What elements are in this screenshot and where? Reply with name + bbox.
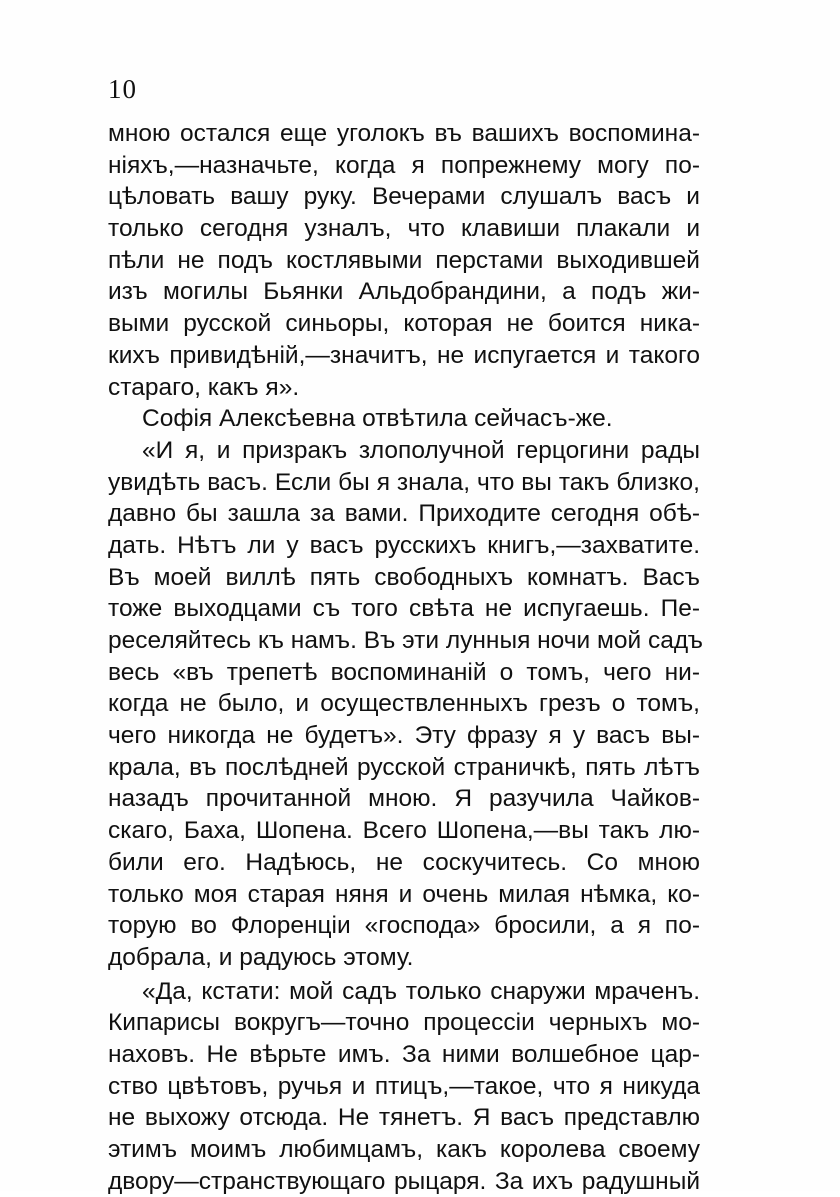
body-text [108,118,703,1197]
text-line: наховъ. Не вѣрьте имъ. За ними волшебное цар- [108,1040,700,1068]
text-line: ніяхъ,—назначьте, когда я попрежнему могу по- [108,151,700,179]
text-line: крала, въ послѣдней русской страничкѣ, пять лѣтъ [108,753,700,781]
text-line: цѣловать вашу руку. Вечерами слушалъ васъ и [108,183,700,211]
text-line: стараго, какъ я». [108,373,300,401]
text-line: давно бы зашла за вами. Приходите сегодня обѣ- [108,500,700,528]
text-line: когда не было, и осуществленныхъ грезъ о томъ, [108,690,700,718]
text-line: мною остался еще уголокъ въ вашихъ воспомина- [108,120,700,147]
text-line: выми русской синьоры, которая не боится ника- [108,310,700,338]
text-line: торую во Флоренціи «господа» бросили, а я по- [108,912,700,940]
text-line: назадъ прочитанной мною. Я разучила Чайков- [108,785,700,813]
text-line: только сегодня узналъ, что клавиши плакали и [108,215,700,243]
text-line: двору—странствующаго рыцаря. За ихъ радушный [108,1167,700,1195]
page-number: 10 [108,74,137,104]
paragraph-1 [108,118,700,403]
text-line: изъ могилы Бьянки Альдобрандини, а подъ жи- [108,278,700,306]
text-line: «Да, кстати: мой садъ только снаружи мраченъ. [142,977,700,1005]
text-line: Кипарисы вокругъ—точно процессіи черныхъ мо- [108,1009,700,1037]
text-line: били его. Надѣюсь, не соскучитесь. Со мною [108,848,700,876]
text-line: кихъ привидѣній,—значитъ, не испугается и такого [108,341,700,369]
text-line: Въ моей виллѣ пять свободныхъ комнатъ. Васъ [108,563,700,591]
text-line: «И я, и призракъ злополучной герцогини рады [142,436,700,464]
text-line: увидѣть васъ. Если бы я знала, что вы такъ близко, [108,468,700,496]
text-line: только моя старая няня и очень милая нѣмка, ко- [108,880,700,908]
text-line: добрала, и радуюсь этому. [108,943,414,971]
paragraph-3 [108,435,703,974]
text-line: пѣли не подъ костлявыми перстами выходившей [108,246,700,274]
text-line: чего никогда не будетъ». Эту фразу я у васъ вы- [108,722,700,750]
text-line: не выхожу отсюда. Не тянетъ. Я васъ представлю [108,1104,700,1132]
text-line: дать. Нѣтъ ли у васъ русскихъ книгъ,—захватите. [108,531,700,559]
text-line: этимъ моимъ любимцамъ, какъ королева своему [108,1136,700,1163]
paragraph-2 [108,403,700,435]
text-line: тоже выходцами съ того свѣта не испугаешь. Пе- [108,595,700,623]
text-line: скаго, Баха, Шопена. Всего Шопена,—вы такъ лю- [108,817,700,845]
text-line: ство цвѣтовъ, ручья и птицъ,—такое, что я никуда [108,1072,700,1100]
text-line: Софія Алексѣевна отвѣтила сейчасъ-же. [142,405,613,433]
paragraph-4 [108,976,700,1197]
text-line: реселяйтесь къ намъ. Въ эти лунныя ночи мой садъ [108,627,703,654]
text-line: весь «въ трепетѣ воспоминаній о томъ, чего ни- [108,658,700,686]
